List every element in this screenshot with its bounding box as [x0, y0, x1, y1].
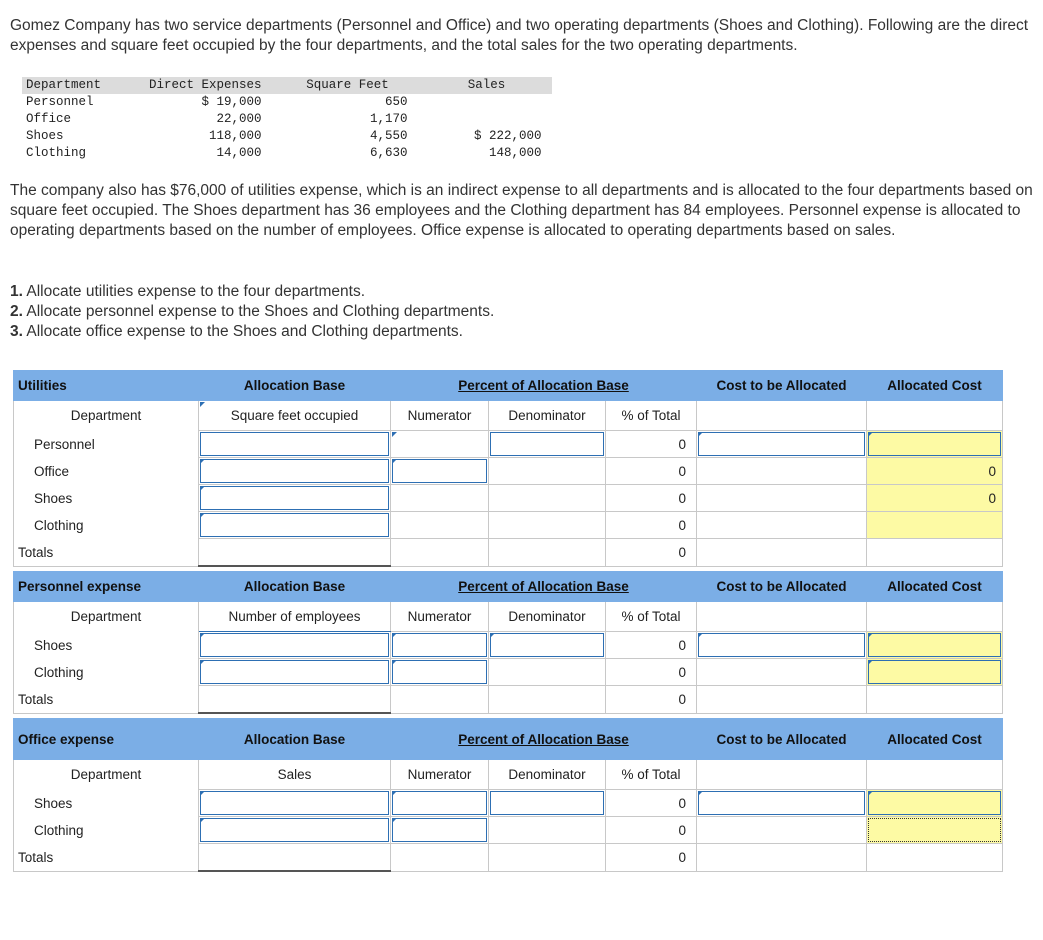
- given-row: [22, 145, 552, 162]
- given-row: [22, 94, 552, 111]
- cost-input[interactable]: [697, 632, 867, 659]
- allocation-base-cell[interactable]: [199, 760, 391, 790]
- department-name: Shoes: [14, 632, 199, 659]
- given-cell: $ 222,000: [474, 129, 542, 143]
- allocated-value[interactable]: 0: [867, 458, 1003, 485]
- base-input[interactable]: [199, 458, 391, 485]
- department-name: Clothing: [14, 817, 199, 844]
- blank-cell: [199, 844, 391, 872]
- given-header-direct-expenses: Direct Expenses: [145, 77, 284, 94]
- given-cell: 14,000: [216, 146, 262, 160]
- blank-cell: [489, 817, 606, 844]
- given-data-table: [22, 77, 552, 162]
- pct-total-label: % of Total: [606, 602, 697, 632]
- blank-cell: [489, 485, 606, 512]
- blank-cell: [391, 539, 489, 567]
- numerator-label: Numerator: [391, 760, 489, 790]
- table-row: [14, 431, 1003, 458]
- pct-value: 0: [606, 458, 697, 485]
- totals-label: Totals: [14, 686, 199, 714]
- given-cell: [428, 111, 552, 128]
- base-input[interactable]: [199, 485, 391, 512]
- table-title: Utilities: [14, 371, 199, 401]
- allocation-base-header: Allocation Base: [199, 719, 391, 760]
- given-cell: $ 19,000: [201, 95, 262, 109]
- pct-total-label: % of Total: [606, 401, 697, 431]
- department-name: Clothing: [14, 659, 199, 686]
- allocation-base-header: Allocation Base: [199, 572, 391, 602]
- given-row: [22, 128, 552, 145]
- allocated-input[interactable]: [867, 512, 1003, 539]
- blank-cell: [697, 539, 867, 567]
- blank-cell: [199, 539, 391, 567]
- allocated-cost-header: Allocated Cost: [867, 719, 1003, 760]
- base-input[interactable]: [199, 790, 391, 817]
- blank-cell: [697, 512, 867, 539]
- blank-cell: [489, 458, 606, 485]
- denominator-label: Denominator: [489, 602, 606, 632]
- department-label: Department: [14, 760, 199, 790]
- department-label: Department: [14, 401, 199, 431]
- total-pct-value: 0: [606, 539, 697, 567]
- requirement-number: 1.: [10, 283, 23, 300]
- given-header-sales: Sales: [428, 77, 552, 94]
- blank-cell: [697, 458, 867, 485]
- department-name: Personnel: [14, 431, 199, 458]
- denominator-input[interactable]: [489, 790, 606, 817]
- blank-cell: [697, 485, 867, 512]
- table-row: [14, 632, 1003, 659]
- given-cell: 4,550: [370, 129, 408, 143]
- problem-intro: Gomez Company has two service departments (Personnel and Office) and two operating departments (Shoes and Clothing). Following are the direct expenses and square feet occupied by the four departments, and the total sales for the two operating departments.: [10, 17, 1029, 54]
- requirement-item: [10, 322, 494, 342]
- blank-cell: [697, 686, 867, 714]
- given-cell: 22,000: [216, 112, 262, 126]
- allocation-base-header: Allocation Base: [199, 371, 391, 401]
- given-cell: 1,170: [370, 112, 408, 126]
- numerator-input[interactable]: [391, 431, 489, 458]
- table-row: [14, 790, 1003, 817]
- totals-row: [14, 539, 1003, 567]
- requirement-number: 3.: [10, 323, 23, 340]
- requirement-item: [10, 302, 494, 322]
- numerator-label: Numerator: [391, 602, 489, 632]
- denominator-input[interactable]: [489, 431, 606, 458]
- total-pct-value: 0: [606, 686, 697, 714]
- denominator-input[interactable]: [489, 632, 606, 659]
- blank-cell: [199, 686, 391, 714]
- numerator-input[interactable]: [391, 632, 489, 659]
- numerator-input[interactable]: [391, 458, 489, 485]
- allocated-input[interactable]: [867, 817, 1003, 844]
- totals-row: [14, 686, 1003, 714]
- given-cell: Personnel: [26, 95, 94, 109]
- department-label: Department: [14, 602, 199, 632]
- table-title: Personnel expense: [14, 572, 199, 602]
- requirement-text: Allocate utilities expense to the four departments.: [26, 283, 365, 300]
- totals-row: [14, 844, 1003, 872]
- requirement-item: [10, 282, 494, 302]
- allocation-base-cell[interactable]: [199, 401, 391, 431]
- base-input[interactable]: [199, 632, 391, 659]
- given-header-square-feet: Square Feet: [284, 77, 428, 94]
- requirement-number: 2.: [10, 303, 23, 320]
- given-row: [22, 111, 552, 128]
- allocation-base-value: Number of employees: [228, 609, 361, 624]
- department-name: Shoes: [14, 485, 199, 512]
- blank-cell: [391, 686, 489, 714]
- percent-allocation-base-header: Percent of Allocation Base: [391, 572, 697, 602]
- allocated-cost-header: Allocated Cost: [867, 572, 1003, 602]
- allocated-input[interactable]: [867, 431, 1003, 458]
- department-name: Clothing: [14, 512, 199, 539]
- blank-cell: [489, 844, 606, 872]
- table-row: [14, 659, 1003, 686]
- pct-value: 0: [606, 632, 697, 659]
- blank-cell: [697, 659, 867, 686]
- blank-cell: [697, 602, 867, 632]
- table-title: Office expense: [14, 719, 199, 760]
- blank-cell: [489, 659, 606, 686]
- pct-value: 0: [606, 431, 697, 458]
- blank-cell: [489, 539, 606, 567]
- given-cell: 6,630: [370, 146, 408, 160]
- blank-cell: [391, 844, 489, 872]
- totals-label: Totals: [14, 539, 199, 567]
- given-cell: 148,000: [489, 146, 542, 160]
- allocated-input[interactable]: [867, 790, 1003, 817]
- allocated-input[interactable]: [867, 632, 1003, 659]
- blank-cell: [867, 602, 1003, 632]
- denominator-label: Denominator: [489, 401, 606, 431]
- cost-to-be-allocated-header: Cost to be Allocated: [697, 572, 867, 602]
- office-allocation-table: [13, 718, 1003, 872]
- blank-cell: [867, 686, 1003, 714]
- utilities-allocation-table: [13, 370, 1003, 567]
- department-name: Shoes: [14, 790, 199, 817]
- pct-value: 0: [606, 659, 697, 686]
- numerator-input[interactable]: [391, 817, 489, 844]
- base-input[interactable]: [199, 817, 391, 844]
- table-row: [14, 485, 1003, 512]
- allocated-value[interactable]: 0: [867, 485, 1003, 512]
- totals-label: Totals: [14, 844, 199, 872]
- denominator-label: Denominator: [489, 760, 606, 790]
- pct-value: 0: [606, 485, 697, 512]
- table-row: [14, 458, 1003, 485]
- blank-cell: [867, 844, 1003, 872]
- numerator-input[interactable]: [391, 659, 489, 686]
- blank-cell: [489, 686, 606, 714]
- given-cell: Clothing: [26, 146, 87, 160]
- table-row: [14, 817, 1003, 844]
- requirement-text: Allocate personnel expense to the Shoes and Clothing departments.: [26, 303, 495, 320]
- blank-cell: [867, 401, 1003, 431]
- department-name: Office: [14, 458, 199, 485]
- blank-cell: [867, 539, 1003, 567]
- blank-cell: [697, 760, 867, 790]
- cost-to-be-allocated-header: Cost to be Allocated: [697, 719, 867, 760]
- cost-input[interactable]: [697, 431, 867, 458]
- requirements-list: [10, 282, 494, 342]
- given-cell: [428, 94, 552, 111]
- base-input[interactable]: [199, 512, 391, 539]
- total-pct-value: 0: [606, 844, 697, 872]
- pct-value: 0: [606, 790, 697, 817]
- given-header-department: Department: [22, 77, 145, 94]
- pct-value: 0: [606, 817, 697, 844]
- table-row: [14, 512, 1003, 539]
- percent-allocation-base-header: Percent of Allocation Base: [391, 371, 697, 401]
- allocation-base-cell[interactable]: [199, 602, 391, 632]
- given-cell: 650: [385, 95, 408, 109]
- blank-cell: [391, 485, 489, 512]
- given-cell: Office: [26, 112, 72, 126]
- given-cell: 118,000: [209, 129, 262, 143]
- pct-value: 0: [606, 512, 697, 539]
- personnel-allocation-table: [13, 571, 1003, 714]
- allocation-base-value: Square feet occupied: [230, 408, 359, 423]
- allocated-input[interactable]: [867, 659, 1003, 686]
- blank-cell: [867, 760, 1003, 790]
- blank-cell: [697, 844, 867, 872]
- cost-to-be-allocated-header: Cost to be Allocated: [697, 371, 867, 401]
- base-input[interactable]: [199, 659, 391, 686]
- percent-allocation-base-header: Percent of Allocation Base: [391, 719, 697, 760]
- cost-input[interactable]: [697, 790, 867, 817]
- base-input[interactable]: [199, 431, 391, 458]
- problem-details: The company also has $76,000 of utilities expense, which is an indirect expense to all departments and is allocated to the four departments based on square feet occupied. The Shoes department has 36 employees and the Clothing department has 84 employees. Personnel expense is allocated to operating departments based on the number of employees. Office expense is allocated to operating departments based on sales.: [10, 182, 1033, 239]
- blank-cell: [697, 401, 867, 431]
- allocated-cost-header: Allocated Cost: [867, 371, 1003, 401]
- pct-total-label: % of Total: [606, 760, 697, 790]
- numerator-label: Numerator: [391, 401, 489, 431]
- blank-cell: [697, 817, 867, 844]
- blank-cell: [391, 512, 489, 539]
- blank-cell: [489, 512, 606, 539]
- allocation-base-value: Sales: [277, 767, 312, 782]
- numerator-input[interactable]: [391, 790, 489, 817]
- given-cell: Shoes: [26, 129, 64, 143]
- requirement-text: Allocate office expense to the Shoes and Clothing departments.: [26, 323, 463, 340]
